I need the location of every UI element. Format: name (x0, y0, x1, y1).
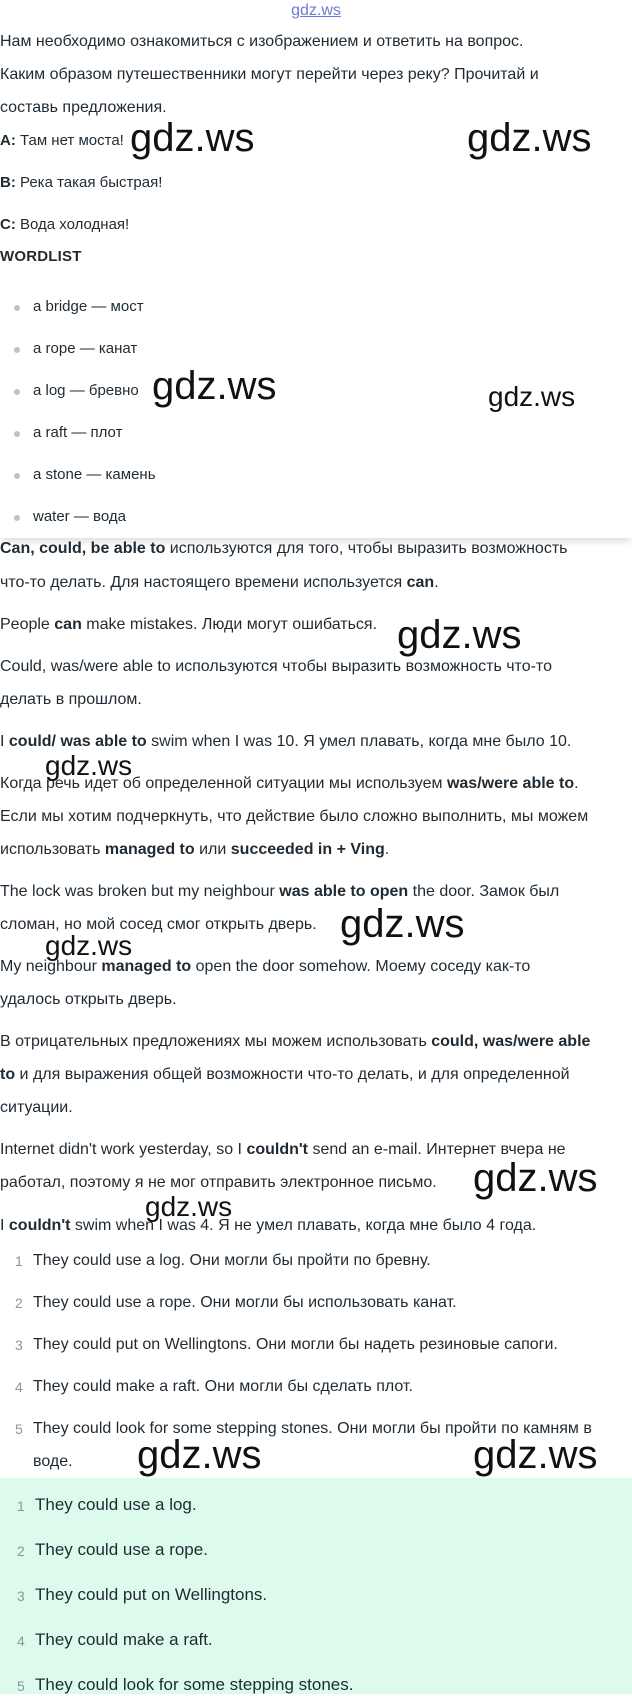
example-sentence (0, 1216, 536, 1236)
answer-item: They could use a log. (35, 1495, 197, 1514)
example-text: the door. Замок был (408, 883, 560, 900)
list-number: 3 (15, 1337, 23, 1353)
wordlist-item: a stone — камень (33, 466, 156, 483)
statement-text: Река такая быстрая! (15, 174, 163, 191)
grammar-term: can (406, 574, 435, 591)
list-number: 3 (17, 1588, 25, 1604)
bullet-icon (14, 431, 20, 437)
example-sentence (0, 615, 377, 635)
list-number: 5 (17, 1678, 25, 1694)
list-number: 5 (15, 1421, 23, 1437)
bullet-icon (14, 473, 20, 479)
wordlist-item: a bridge — мост (33, 298, 144, 315)
watermark: gdz.ws (130, 116, 255, 160)
example-text: make mistakes. Люди могут ошибаться. (81, 616, 378, 633)
grammar-paragraph (0, 840, 389, 860)
example-text: swim when I was 4. Я не умел плавать, когда мне было 4 года. (70, 1217, 537, 1234)
watermark: gdz.ws (45, 930, 133, 961)
bullet-icon (14, 305, 20, 311)
bullet-icon (14, 347, 20, 353)
example-sentence: работал, поэтому я не мог отправить электронное письмо. (0, 1174, 437, 1191)
grammar-paragraph: делать в прошлом. (0, 691, 142, 708)
watermark: gdz.ws (145, 1191, 233, 1222)
statement-letter: A: (0, 132, 16, 149)
answer-panel (0, 1478, 632, 1694)
grammar-term: can (54, 616, 82, 633)
example-text: People (0, 616, 55, 633)
translated-answer: They could put on Wellingtons. Они могли бы надеть резиновые сапоги. (33, 1336, 558, 1353)
example-text: My neighbour (0, 958, 102, 975)
list-number: 2 (15, 1295, 23, 1311)
answer-item: They could put on Wellingtons. (35, 1585, 268, 1604)
wordlist-item: a raft — плот (33, 424, 123, 441)
example-sentence (0, 882, 559, 902)
watermark: gdz.ws (137, 1433, 262, 1477)
answer-item: They could look for some stepping stones. (35, 1675, 354, 1694)
grammar-term: Can, could, be able to (0, 540, 166, 557)
grammar-term: was able to open (279, 883, 409, 900)
statement-letter: B: (0, 174, 16, 191)
watermark: gdz.ws (473, 1156, 598, 1200)
example-sentence: сломан, но мой сосед смог открыть дверь. (0, 916, 317, 933)
watermark: gdz.ws (467, 116, 592, 160)
grammar-term: managed to (101, 958, 192, 975)
bullet-icon (14, 515, 20, 521)
grammar-paragraph: ситуации. (0, 1099, 73, 1116)
example-text: The lock was broken but my neighbour (0, 883, 280, 900)
grammar-text: В отрицательных предложениях мы можем использовать (0, 1033, 432, 1050)
answer-item: They could make a raft. (35, 1630, 213, 1649)
example-text: swim when I was 10. Я умел плавать, когда мне было 10. (146, 733, 572, 750)
grammar-text: . (574, 775, 579, 792)
example-sentence (0, 732, 571, 752)
intro-line: Каким образом путешественники могут перейти через реку? Прочитай и (0, 66, 539, 83)
wordlist-item: a rope — канат (33, 340, 138, 357)
grammar-text: используются для того, чтобы выразить возможность (165, 540, 568, 557)
grammar-paragraph (0, 573, 439, 593)
example-text: I (0, 1217, 9, 1234)
statement-b (0, 173, 162, 193)
intro-line: составь предложения. (0, 99, 167, 116)
list-number: 4 (15, 1379, 23, 1395)
grammar-text: или (194, 841, 231, 858)
list-number: 1 (15, 1253, 23, 1269)
grammar-text: использовать (0, 841, 105, 858)
grammar-term: couldn't (246, 1141, 309, 1158)
site-title-link[interactable]: gdz.ws (291, 2, 341, 19)
statement-letter: C: (0, 216, 16, 233)
statement-c (0, 215, 129, 235)
grammar-text: . (384, 841, 390, 858)
answer-item: They could use a rope. (35, 1540, 208, 1559)
list-number: 1 (17, 1498, 25, 1514)
grammar-paragraph: Could, was/were able to используются чтобы выразить возможность что-то (0, 658, 552, 675)
bullet-icon (14, 389, 20, 395)
watermark: gdz.ws (397, 613, 522, 657)
translated-answer: They could make a raft. Они могли бы сделать плот. (33, 1378, 413, 1395)
wordlist-item: water — вода (33, 508, 126, 525)
grammar-term: managed to (104, 841, 195, 858)
wordlist-item: a log — бревно (33, 382, 139, 399)
grammar-text: . (434, 574, 439, 591)
list-number: 4 (17, 1633, 25, 1649)
translated-answer-continuation: воде. (33, 1453, 73, 1470)
grammar-paragraph (0, 539, 567, 559)
grammar-paragraph: Если мы хотим подчеркнуть, что действие было сложно выполнить, мы можем (0, 808, 589, 825)
example-sentence: удалось открыть дверь. (0, 991, 177, 1008)
grammar-term: succeeded in + Ving (230, 841, 385, 858)
grammar-paragraph (0, 1032, 590, 1052)
grammar-term: to (0, 1066, 16, 1083)
list-number: 2 (17, 1543, 25, 1559)
example-text: I (0, 733, 9, 750)
wordlist-heading: WORDLIST (0, 248, 82, 265)
grammar-term: was/were able to (446, 775, 575, 792)
watermark: gdz.ws (340, 902, 465, 946)
watermark: gdz.ws (488, 381, 576, 412)
example-text: send an e-mail. Интернет вчера не (308, 1141, 566, 1158)
example-text: open the door somehow. Моему соседу как-то (191, 958, 531, 975)
grammar-term: couldn't (8, 1217, 71, 1234)
grammar-text: Когда речь идет об определенной ситуации мы используем (0, 775, 447, 792)
grammar-term: was able to (60, 733, 147, 750)
statement-a (0, 131, 124, 151)
watermark: gdz.ws (45, 750, 133, 781)
grammar-text: что-то делать. Для настоящего времени используется (0, 574, 407, 591)
grammar-term: could/ (8, 733, 56, 750)
example-text: Internet didn't work yesterday, so I (0, 1141, 247, 1158)
statement-text: Там нет моста! (15, 132, 124, 149)
statement-text: Вода холодная! (15, 216, 130, 233)
grammar-term: could, was/were able (431, 1033, 591, 1050)
intro-line: Нам необходимо ознакомиться с изображением и ответить на вопрос. (0, 33, 524, 50)
watermark: gdz.ws (473, 1433, 598, 1477)
translated-answer: They could use a rope. Они могли бы использовать канат. (33, 1294, 457, 1311)
watermark: gdz.ws (152, 364, 277, 408)
grammar-paragraph (0, 1065, 570, 1085)
translated-answer: They could look for some stepping stones. Они могли бы пройти по камням в (33, 1420, 592, 1437)
grammar-text: и для выражения общей возможности что-то делать, и для определенной (15, 1066, 570, 1083)
translated-answer: They could use a log. Они могли бы пройти по бревну. (33, 1252, 431, 1269)
